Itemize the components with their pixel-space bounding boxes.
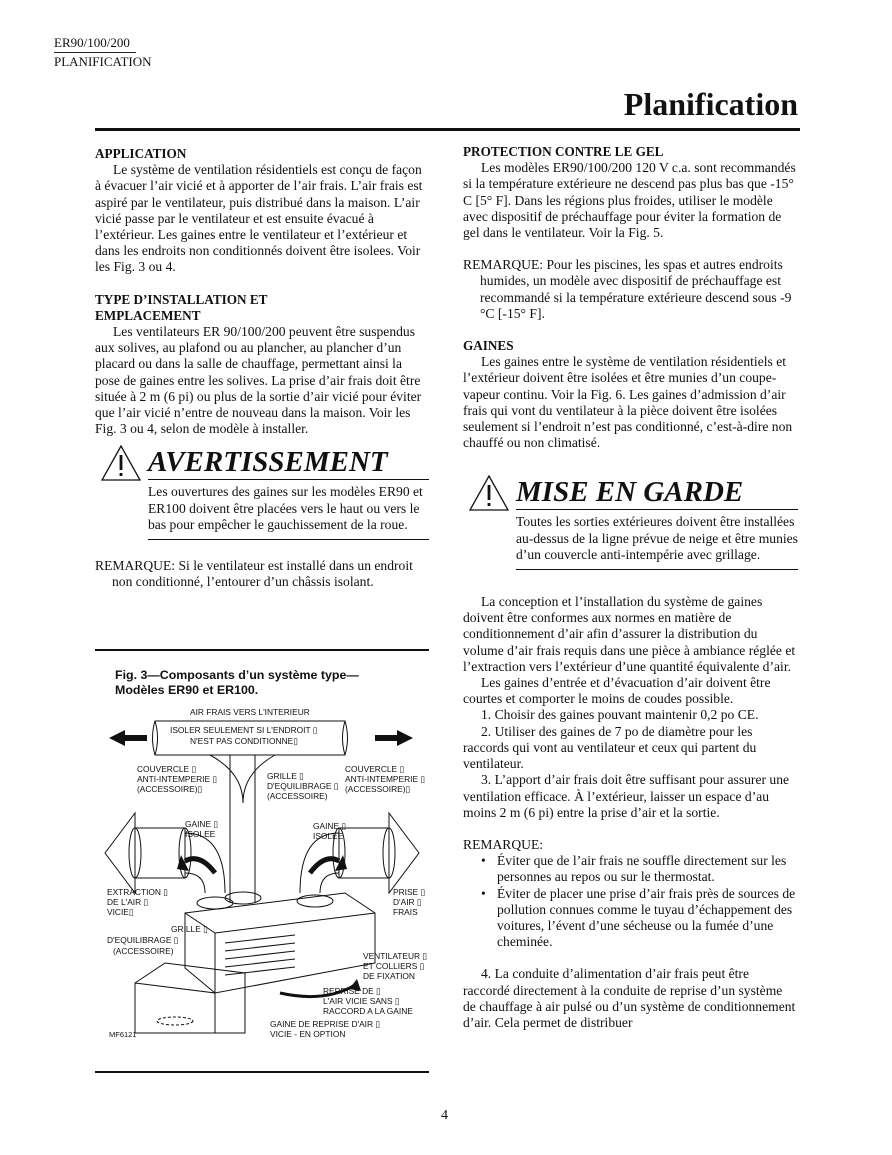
gaines-text: Les gaines entre le système de ventilation résidentiels et l’extérieur doivent être isolées et être munies d’un coupe-vapeur continu. Voir la Fig. 6. Les gaines d’admission d’air frais qui vont du ventilateur à la pièce doivent être isolées seulement si l’endroit n’est pas conditionné, c’est-à-dire non chauffé ou non climatisé.	[463, 354, 793, 451]
label-isoler-2: N'EST PAS CONDITIONNE▯	[190, 736, 298, 746]
list-item: • Éviter que de l’air frais ne souffle directement sur les personnes au repos ou sur le thermostat.	[463, 853, 798, 885]
label-grille-b-2: D'EQUILIBRAGE ▯	[107, 935, 179, 945]
label-code: MF6121	[109, 1030, 137, 1039]
label-reprise-1: REPRISE DE ▯	[323, 986, 381, 996]
label-couv-r-3: (ACCESSOIRE)▯	[345, 784, 411, 794]
figure-caption	[115, 668, 359, 698]
caution-title: MISE EN GARDE	[516, 476, 744, 509]
label-couv-l-3: (ACCESSOIRE)▯	[137, 784, 203, 794]
caption-line-2: Modèles ER90 et ER100.	[115, 683, 259, 697]
label-grille-t-2: D'EQUILIBRAGE ▯	[267, 781, 339, 791]
system-diagram	[95, 703, 429, 1053]
type-heading-1: TYPE D’INSTALLATION ET	[95, 291, 268, 307]
para-3: 1. Choisir des gaines pouvant maintenir 0,2 po CE.	[481, 707, 759, 723]
label-reprise-3: RACCORD A LA GAINE	[323, 1006, 413, 1016]
label-gaine-rep-1: GAINE DE REPRISE D'AIR ▯	[270, 1019, 380, 1029]
note-1: REMARQUE: Pour les piscines, les spas et autres endroits humides, un modèle avec dispositif de préchauffage est recommandé si la température extérieure descend sous -9 °C [-15° F].	[463, 257, 792, 321]
label-couv-r-2: ANTI-INTEMPERIE ▯	[345, 774, 425, 784]
para-1: La conception et l’installation du système de gaines doivent être conformes aux normes en matière de conditionnement d’air afin d’assurer la distribution du volume d’air frais requis dans une pièce à ambiance réglée et l’extraction vers l’extérieur d’une quantité équivalente d’air.	[463, 594, 796, 674]
para-6: 4. La conduite d’alimentation d’air frais peut être raccordé directement à la conduite de reprise d’un système de chauffage à air pulsé ou d’un système de conditionnement d’air. Cela permet de distribuer	[463, 966, 796, 1030]
label-gaine-l-2: ISOLEE	[185, 829, 216, 839]
label-prise-3: FRAIS	[393, 907, 418, 917]
label-grille-t-1: GRILLE ▯	[267, 771, 304, 781]
label-grille-b-1: GRILLE ▯	[171, 924, 208, 934]
label-gaine-rep-2: VICIE - EN OPTION	[270, 1029, 346, 1039]
para-2: Les gaines d’entrée et d’évacuation d’air doivent être courtes et comporter le moins de coudes possible.	[463, 675, 771, 707]
label-reprise-2: L'AIR VICIE SANS ▯	[323, 996, 400, 1006]
figure-3	[95, 649, 429, 1073]
list-item: • Éviter de placer une prise d’air frais près de sources de pollution connues comme le tuyau d’échappement des voitures, l’évent d’une sécheuse ou la fumée d’une cheminée.	[463, 886, 798, 951]
label-vent-2: ET COLLIERS ▯	[363, 961, 425, 971]
label-grille-t-3: (ACCESSOIRE)	[267, 791, 328, 801]
right-column	[463, 144, 798, 1031]
note-bullets	[463, 853, 798, 950]
label-vent-3: DE FIXATION	[363, 971, 415, 981]
running-header	[54, 34, 152, 71]
left-column	[95, 146, 429, 590]
caution-text: Toutes les sorties extérieures doivent être installées au-dessus de la ligne prévue de neige et être munies d’un couvercle anti-intempérie avec grillage.	[516, 510, 798, 570]
warning-icon	[101, 445, 141, 481]
para-4: 2. Utiliser des gaines de 7 po de diamètre pour les raccords qui vont au ventilateur et ceux qui partent du ventilateur.	[463, 723, 757, 772]
caution-icon	[469, 475, 509, 511]
gaines-heading: GAINES	[463, 338, 514, 354]
label-couv-r-1: COUVERCLE ▯	[345, 764, 405, 774]
warning-text: Les ouvertures des gaines sur les modèles ER90 et ER100 doivent être placées vers le haut ou vers le bas pour empêcher le gauchissement de la roue.	[148, 480, 429, 540]
label-extr-2: DE L'AIR ▯	[107, 897, 149, 907]
label-prise-1: PRISE ▯	[393, 887, 426, 897]
label-gaine-r-1: GAINE ▯	[313, 821, 346, 831]
header-section: PLANIFICATION	[54, 54, 152, 69]
caution-box	[463, 475, 798, 570]
label-vent-1: VENTILATEUR ▯	[363, 951, 428, 961]
page-number: 4	[441, 1108, 448, 1123]
label-isoler-1: ISOLER SEULEMENT SI L'ENDROIT ▯	[170, 725, 318, 735]
type-text: Les ventilateurs ER 90/100/200 peuvent être suspendus aux solives, au plafond ou au plancher, au plancher d’un placard ou dans la salle de chauffage, permettant ainsi la pose de gaines entre les solives. La prise d’air frais doit être située à 2 m (6 pi) ou plus de la sortie d’air vicié pour éviter que l’air vicié n’entre de nouveau dans la maison. Voir les Fig. 3 ou 4, selon de modèle à installer.	[95, 324, 422, 437]
caption-line-1: Fig. 3—Composants d’un système type—	[115, 668, 359, 682]
gel-text: Les modèles ER90/100/200 120 V c.a. sont recommandés si la température extérieure ne descend pas plus bas que -15° C [5° F]. Dans les régions plus froides, utiliser le modèle avec dispositif de préchauffage pour éviter la formation de gel dans le ventilateur. Voir la Fig. 5.	[463, 160, 796, 241]
label-air-frais: AIR FRAIS VERS L'INTERIEUR	[190, 707, 310, 717]
warning-title: AVERTISSEMENT	[148, 446, 388, 479]
label-extr-1: EXTRACTION ▯	[107, 887, 168, 897]
para-5: 3. L’apport d’air frais doit être suffisant pour assurer une ventilation efficace. À l’extérieur, laisser un espace d’au moins 2 m (6 pi) entre la prise d’air et la sortie.	[463, 772, 790, 820]
label-gaine-l-1: GAINE ▯	[185, 819, 218, 829]
label-grille-b-3: (ACCESSOIRE)	[113, 946, 174, 956]
note-2-label: REMARQUE:	[463, 836, 544, 852]
warning-box	[95, 445, 429, 540]
label-gaine-r-2: ISOLEE	[313, 831, 344, 841]
application-text: Le système de ventilation résidentiels est conçu de façon à évacuer l’air vicié et à apporter de l’air frais. L’air frais est aspiré par le ventilateur, puis distribué dans la maison. L’air vicié passe par le ventilateur et est ensuite évacué à l’extérieur. Les gaines entre le ventilateur et l’extérieur et dans les endroits non conditionnés doivent être isolees. Voir les Fig. 3 ou 4.	[95, 162, 423, 275]
label-prise-2: D'AIR ▯	[393, 897, 422, 907]
application-heading: APPLICATION	[95, 146, 187, 161]
label-couv-l-1: COUVERCLE ▯	[137, 764, 197, 774]
header-model: ER90/100/200	[54, 34, 136, 53]
page-title: Planification	[623, 86, 798, 122]
label-couv-l-2: ANTI-INTEMPERIE ▯	[137, 774, 217, 784]
title-rule	[95, 128, 800, 131]
gel-heading: PROTECTION CONTRE LE GEL	[463, 144, 664, 159]
label-extr-3: VICIE▯	[107, 907, 134, 917]
note-text: REMARQUE: Si le ventilateur est installé dans un endroit non conditionné, l’entourer d’un châssis isolant.	[95, 558, 413, 590]
type-heading-2: EMPLACEMENT	[95, 307, 201, 323]
